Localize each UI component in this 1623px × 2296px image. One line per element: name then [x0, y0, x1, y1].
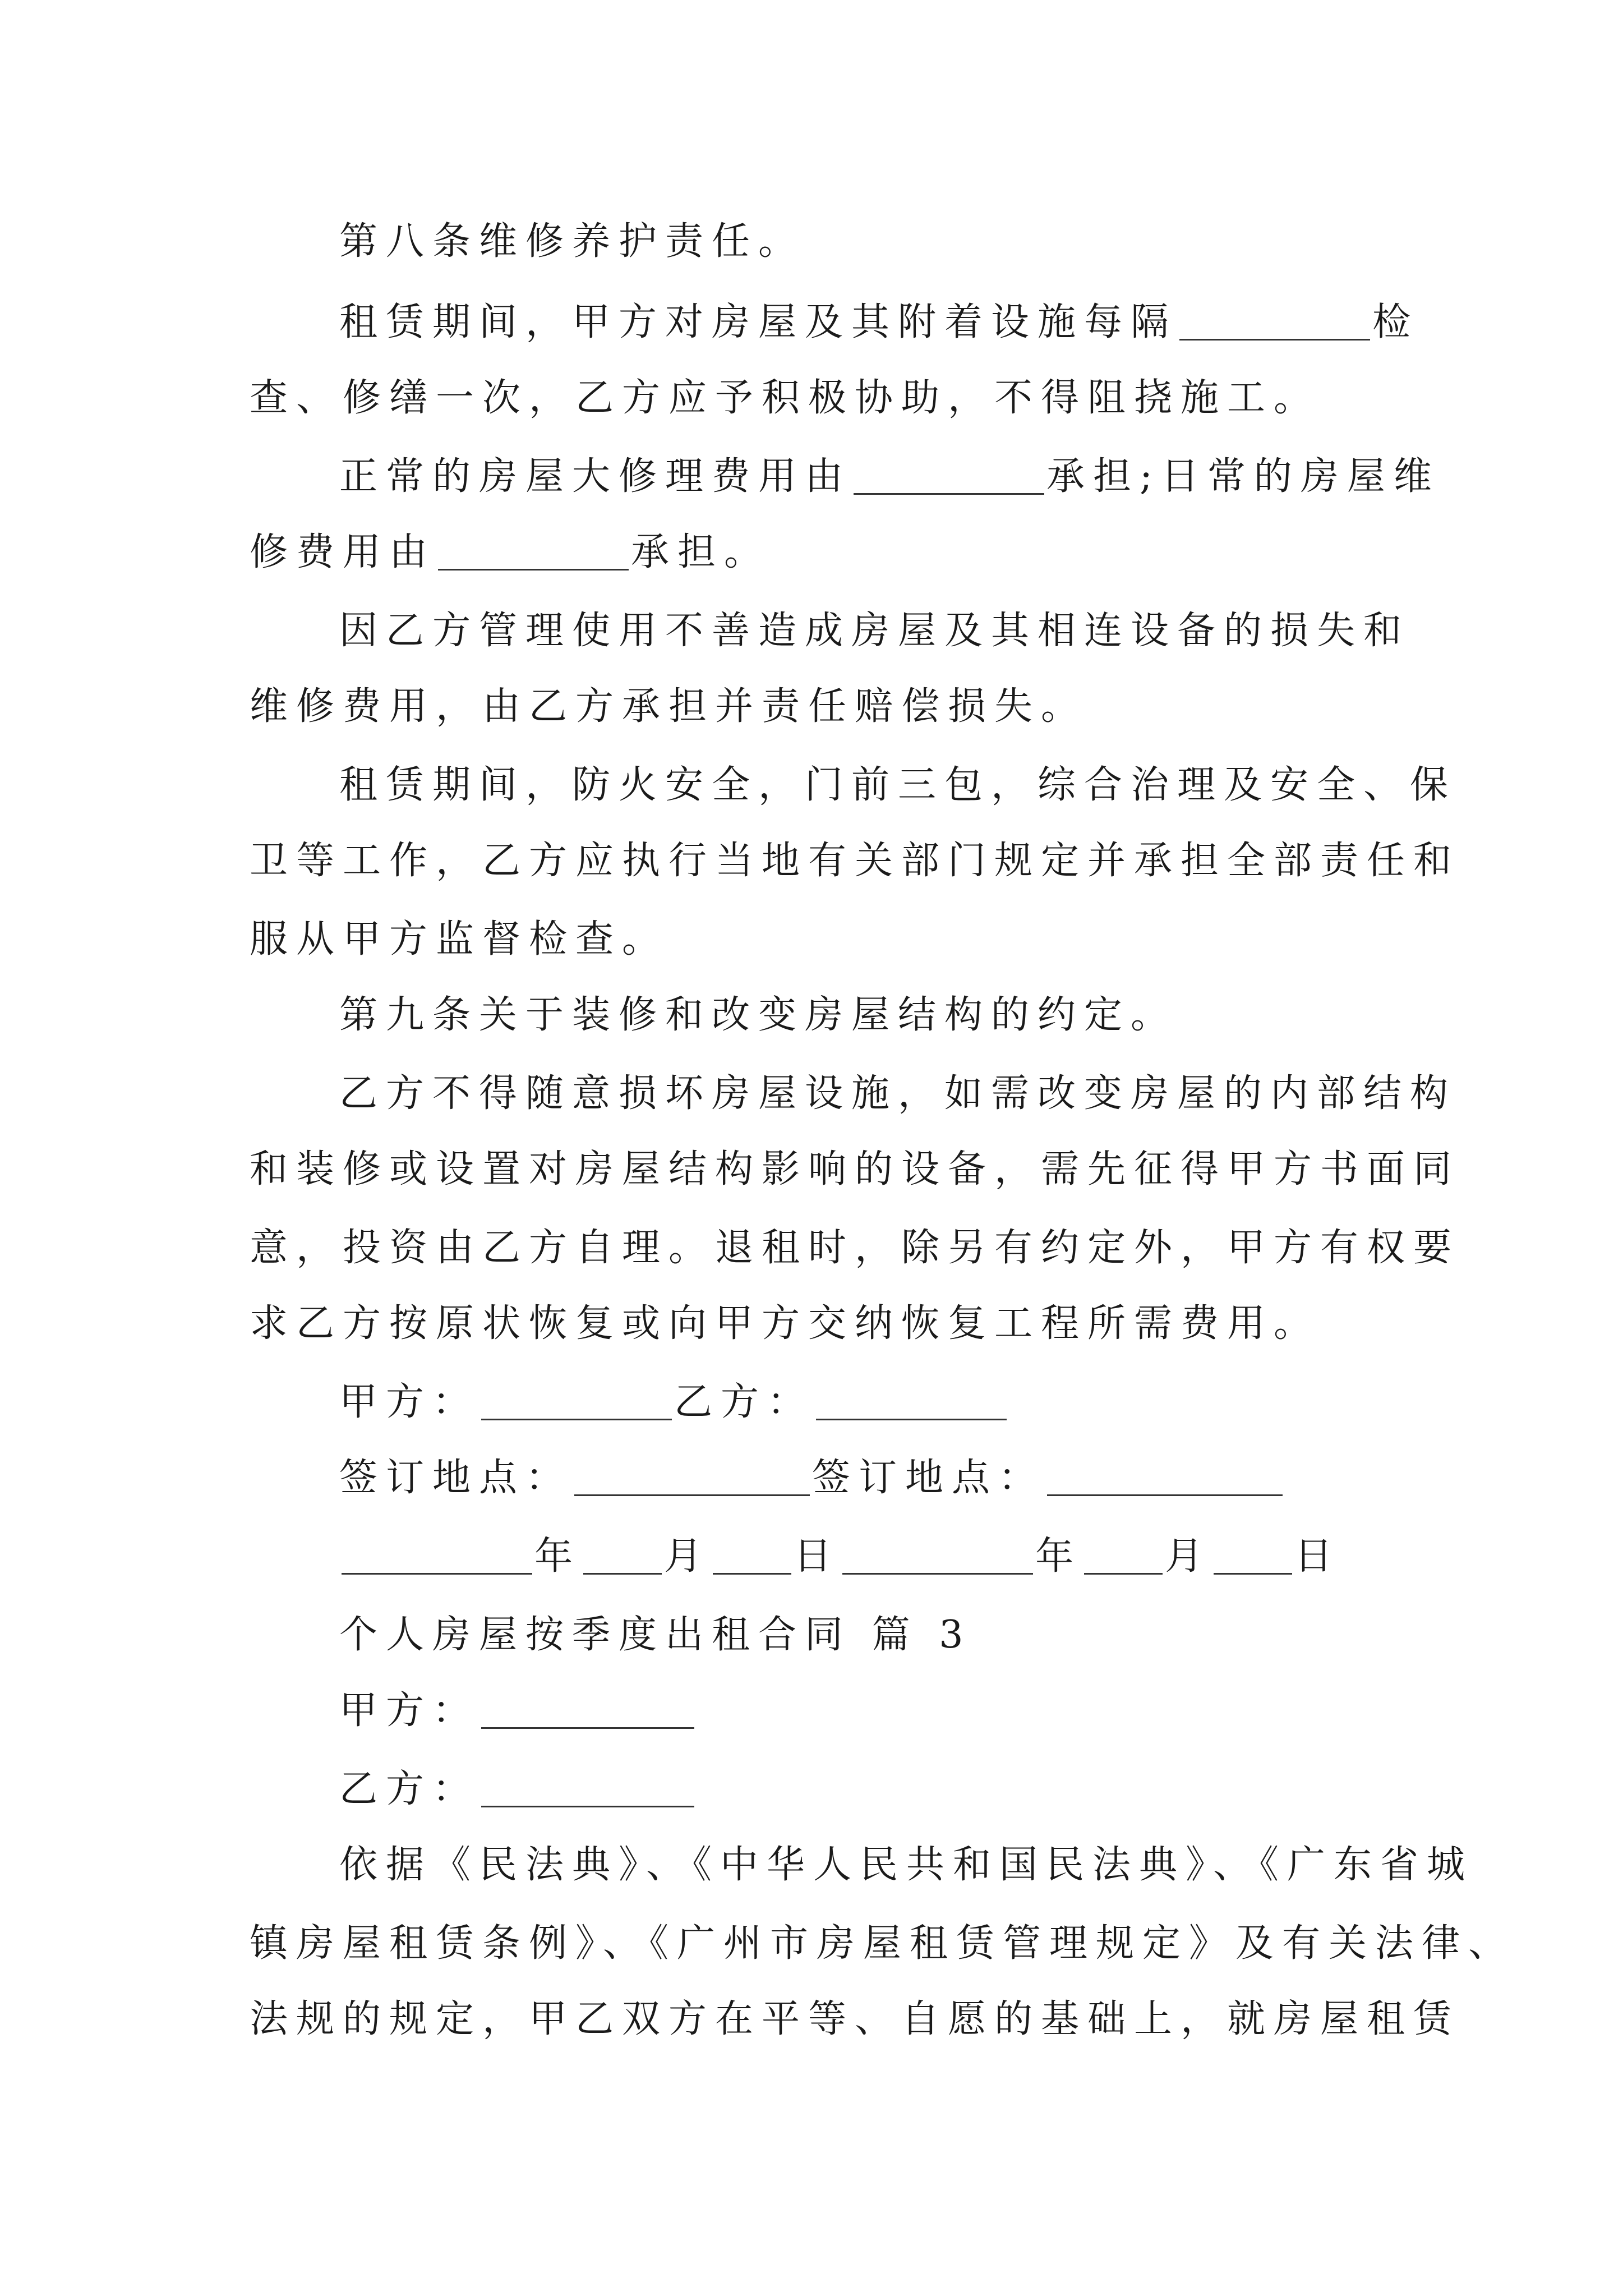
paragraph-line: 修费用由 承担。: [250, 530, 771, 574]
party-b-blank: [816, 1381, 1007, 1420]
month-a-blank: [583, 1535, 662, 1575]
paragraph-line: 因乙方管理使用不善造成房屋及其相连设备的损失和: [339, 609, 1410, 653]
paragraph-line: 求乙方按原状恢复或向甲方交纳恢复工程所需费用。: [250, 1301, 1321, 1346]
year-b-blank: [842, 1535, 1033, 1575]
paragraph-line: 卫等工作，乙方应执行当地有关部门规定并承担全部责任和: [250, 839, 1460, 883]
signature-dates: 年 月 日 年 月 日: [339, 1526, 1388, 1588]
paragraph-line: 租赁期间，甲方对房屋及其附着设施每隔 检: [339, 300, 1419, 344]
location-a-blank: [574, 1456, 810, 1496]
paragraph-line: 意，投资由乙方自理。退租时，除另有约定外，甲方有权要: [250, 1226, 1460, 1270]
party-b-blank: [481, 1768, 694, 1807]
party-a-blank: [481, 1689, 694, 1729]
paragraph-line: 镇房屋租赁条例》、《广州市房屋租赁管理规定》及有关法律、: [250, 1921, 1515, 1966]
article-9-heading: 第九条关于装修和改变房屋结构的约定。: [339, 993, 1178, 1037]
paragraph-line: 法规的规定，甲乙双方在平等、自愿的基础上，就房屋租赁: [250, 1997, 1460, 2041]
year-a-blank: [342, 1535, 532, 1575]
section-title: 个人房屋按季度出租合同 篇 3: [339, 1613, 972, 1657]
paragraph-line: 服从甲方监督检查。: [250, 917, 669, 961]
fill-blank: [1179, 301, 1370, 341]
party-b-line: 乙方：: [339, 1759, 1388, 1820]
fill-blank: [854, 455, 1044, 495]
fill-blank: [438, 531, 629, 570]
paragraph-line: 正常的房屋大修理费用由 承担;日常的房屋维: [339, 454, 1440, 499]
paragraph-line: 和装修或设置对房屋结构影响的设备，需先征得甲方书面同: [250, 1147, 1460, 1191]
party-a-line: 甲方：: [339, 1680, 1388, 1742]
party-a-blank: [481, 1381, 672, 1420]
paragraph-line: 乙方不得随意损坏房屋设施，如需改变房屋的内部结构: [339, 1071, 1457, 1116]
month-b-blank: [1084, 1535, 1163, 1575]
location-b-blank: [1047, 1456, 1283, 1496]
article-8-heading: 第八条维修养护责任。: [339, 219, 805, 264]
paragraph-line: 查、修缮一次，乙方应予积极协助，不得阻挠施工。: [250, 376, 1321, 420]
day-b-blank: [1214, 1535, 1292, 1575]
day-a-blank: [713, 1535, 791, 1575]
paragraph-line: 租赁期间，防火安全，门前三包，综合治理及安全、保: [339, 763, 1457, 807]
signature-parties: 甲方： 乙方：: [339, 1372, 1388, 1433]
signature-locations: 签订地点： 签订地点：: [339, 1447, 1388, 1509]
paragraph-line: 依据《民法典》、《中华人民共和国民法典》、《广东省城: [339, 1843, 1474, 1887]
paragraph-line: 维修费用，由乙方承担并责任赔偿损失。: [250, 684, 1088, 729]
